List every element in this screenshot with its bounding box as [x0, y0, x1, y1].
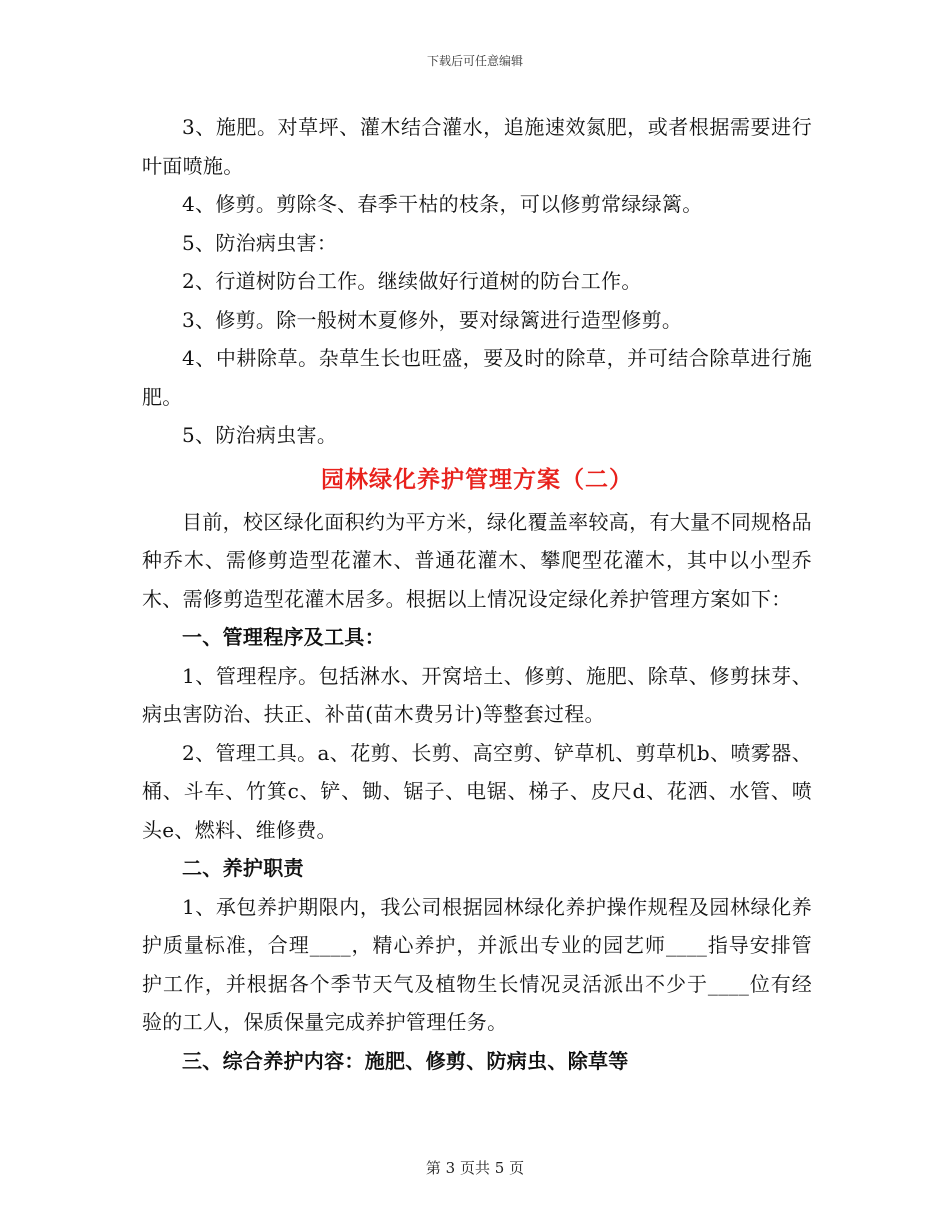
section-title: 园林绿化养护管理方案（二） [321, 465, 633, 493]
item-management-procedure: 1、管理程序。包括淋水、开窝培土、修剪、施肥、除草、修剪抹芽、病虫害防治、扶正、补苗(苗木费另计)等整套过程。 [142, 663, 812, 726]
intro-paragraph: 目前，校区绿化面积约为平方米，绿化覆盖率较高，有大量不同规格品种乔木、需修剪造型花灌木、普通花灌木、攀爬型花灌木，其中以小型乔木、需修剪造型花灌木居多。根据以上情况设定绿化养护管理方案如下： [142, 509, 812, 611]
page-header: 下载后可任意编辑 [426, 54, 523, 68]
paragraph-pest-control-2: 5、防治病虫害。 [182, 423, 338, 447]
heading-comprehensive-maintenance: 三、综合养护内容：施肥、修剪、防病虫、除草等 [182, 1048, 629, 1073]
page-footer: 第 3 页共 5 页 [425, 1159, 525, 1177]
paragraph-weeding: 4、中耕除草。杂草生长也旺盛，要及时的除草，并可结合除草进行施肥。 [142, 346, 812, 409]
item-maintenance-duties: 1、承包养护期限内，我公司根据园林绿化养护操作规程及园林绿化养护质量标准，合理____，精心养护，并派出专业的园艺师____指导安排管护工作，并根据各个季节天气及植物生长情况灵活派出不少于____位有经验的工人，保质保量完成养护管理任务。 [142, 894, 812, 1034]
paragraph-prune-summer: 3、修剪。除一般树木夏修外，要对绿篱进行造型修剪。 [182, 307, 683, 332]
paragraph-prune-winter: 4、修剪。剪除冬、春季干枯的枝条，可以修剪常绿绿篱。 [182, 192, 703, 216]
paragraph-typhoon: 2、行道树防台工作。继续做好行道树的防台工作。 [182, 269, 642, 293]
heading-management-procedure: 一、管理程序及工具： [182, 625, 385, 649]
heading-maintenance-duties: 二、养护职责 [182, 856, 304, 880]
paragraph-pest-control: 5、防治病虫害： [182, 230, 338, 255]
item-management-tools: 2、管理工具。a、花剪、长剪、高空剪、铲草机、剪草机b、喷雾器、桶、斗车、竹箕c、铲、锄、锯子、电锯、梯子、皮尺d、花洒、水管、喷头e、燃料、维修费。 [142, 740, 812, 842]
paragraph-fertilize: 3、施肥。对草坪、灌木结合灌水，追施速效氮肥，或者根据需要进行叶面喷施。 [142, 115, 812, 178]
document-body [142, 108, 812, 1080]
